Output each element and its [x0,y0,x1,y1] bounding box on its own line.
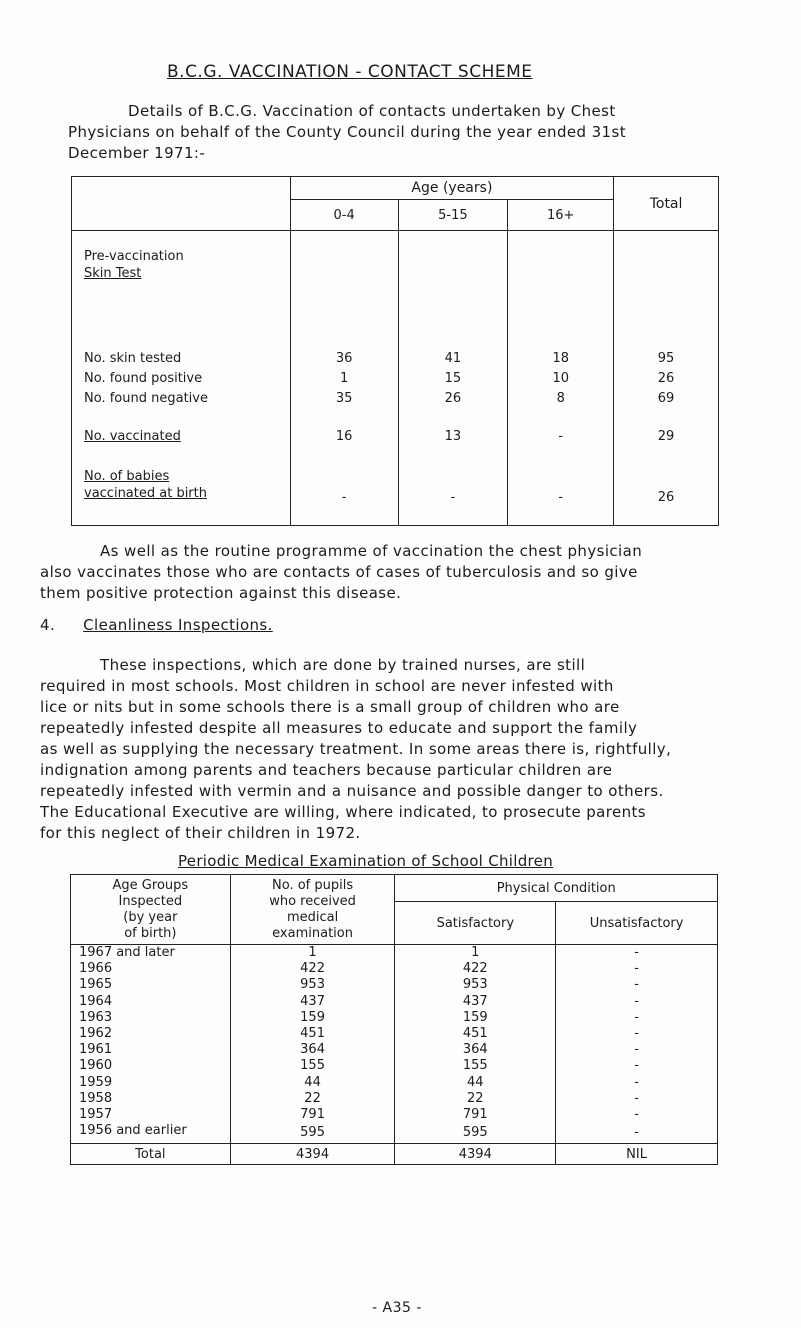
intro-paragraph [68,101,718,164]
satisfactory-header: Satisfactory [395,902,556,945]
total-header: Total [614,177,719,231]
section-label [72,231,291,352]
intro-line: Details of B.C.G. Vaccination of contacts undertaken by Chest [128,102,616,120]
age-group-header: 0-4 [290,200,398,231]
age-group-header: 16+ [508,200,614,231]
text-line: lice or nits but in some schools there is a small group of children who are [40,698,620,716]
table-row: 1961 364 364 - [71,1042,718,1058]
table-row: 1967 and later 1 1 - [71,945,718,962]
text-line: As well as the routine programme of vaccination the chest physician [100,542,643,560]
data-cell: 41 [398,351,508,371]
row-label: No. found positive [72,371,291,391]
data-cell: 35 [290,391,398,429]
data-cell: 95 [614,351,719,371]
spacer-cell [614,231,719,352]
text-line: repeatedly infested despite all measures to educate and support the family [40,719,638,737]
table-row: 1963 159 159 - [71,1010,718,1026]
data-cell: - [398,469,508,526]
data-cell: 29 [614,429,719,469]
row-label: No. found negative [72,391,291,429]
section-heading [40,616,273,634]
text-line: The Educational Executive are willing, where indicated, to prosecute parents [40,803,647,821]
data-cell: 16 [290,429,398,469]
cleanliness-paragraph [40,655,795,844]
table-row: 1965 953 953 - [71,977,718,993]
medical-table [70,874,718,1165]
total-row [71,1144,718,1165]
table-row: 1966 422 422 - [71,961,718,977]
text-line: as well as supplying the necessary treatment. In some areas there is, rightfully, [40,740,672,758]
total-label: Total [71,1144,231,1165]
table-row: 1958 22 22 - [71,1091,718,1107]
babies-line: No. of babies [84,469,170,484]
text-line: also vaccinates those who are contacts of cases of tuberculosis and so give [40,563,638,581]
age-groups-header: Age Groups Inspected (by year of birth) [71,875,231,945]
section-number: 4. [40,616,56,634]
text-line: These inspections, which are done by trained nurses, are still [100,656,586,674]
data-cell: - [508,469,614,526]
total-satisfactory: 4394 [395,1144,556,1165]
data-cell: 26 [614,469,719,526]
total-pupils: 4394 [230,1144,395,1165]
data-cell: 1 [290,371,398,391]
row-label: No. vaccinated [72,429,291,469]
page-title: B.C.G. VACCINATION - CONTACT SCHEME [167,62,533,82]
text-line: indignation among parents and teachers because particular children are [40,761,613,779]
medical-table-caption: Periodic Medical Examination of School Children [178,852,554,870]
text-line: required in most schools. Most children in school are never infested with [40,677,614,695]
intro-line: December 1971:- [68,144,206,162]
data-cell: 8 [508,391,614,429]
spacer-cell [398,231,508,352]
pupils-header: No. of pupils who received medical examination [230,875,395,945]
condition-header: Physical Condition [395,875,718,902]
section-line: Pre-vaccination [84,249,184,264]
data-cell: 26 [398,391,508,429]
table-row: 1964 437 437 - [71,994,718,1010]
data-cell: 15 [398,371,508,391]
data-cell: - [508,429,614,469]
table-row: 1957 791 791 - [71,1107,718,1123]
page-number: - A35 - [372,1300,422,1316]
data-cell: 26 [614,371,719,391]
text-line: repeatedly infested with vermin and a nuisance and possible danger to others. [40,782,664,800]
table-row: 1956 and earlier 595 595 - [71,1123,718,1144]
table-row: 1959 44 44 - [71,1075,718,1091]
text-line: for this neglect of their children in 1972. [40,824,361,842]
table-row: 1960 155 155 - [71,1058,718,1074]
spacer-cell [508,231,614,352]
data-cell: - [290,469,398,526]
age-group-header: 5-15 [398,200,508,231]
intro-line: Physicians on behalf of the County Council during the year ended 31st [68,123,626,141]
data-cell: 13 [398,429,508,469]
spacer-cell [290,231,398,352]
routine-paragraph [40,541,780,604]
table-row: 1962 451 451 - [71,1026,718,1042]
section-title: Cleanliness Inspections. [83,616,273,634]
row-label [72,469,291,526]
total-unsatisfactory: NIL [556,1144,718,1165]
data-cell: 18 [508,351,614,371]
row-label: No. skin tested [72,351,291,371]
data-cell: 36 [290,351,398,371]
section-line: Skin Test [84,266,142,281]
bcg-table [71,176,719,526]
babies-line: vaccinated at birth [84,486,207,501]
data-cell: 69 [614,391,719,429]
unsatisfactory-header: Unsatisfactory [556,902,718,945]
blank-header-cell [72,177,291,231]
data-cell: 10 [508,371,614,391]
age-header: Age (years) [290,177,613,200]
text-line: them positive protection against this disease. [40,584,402,602]
